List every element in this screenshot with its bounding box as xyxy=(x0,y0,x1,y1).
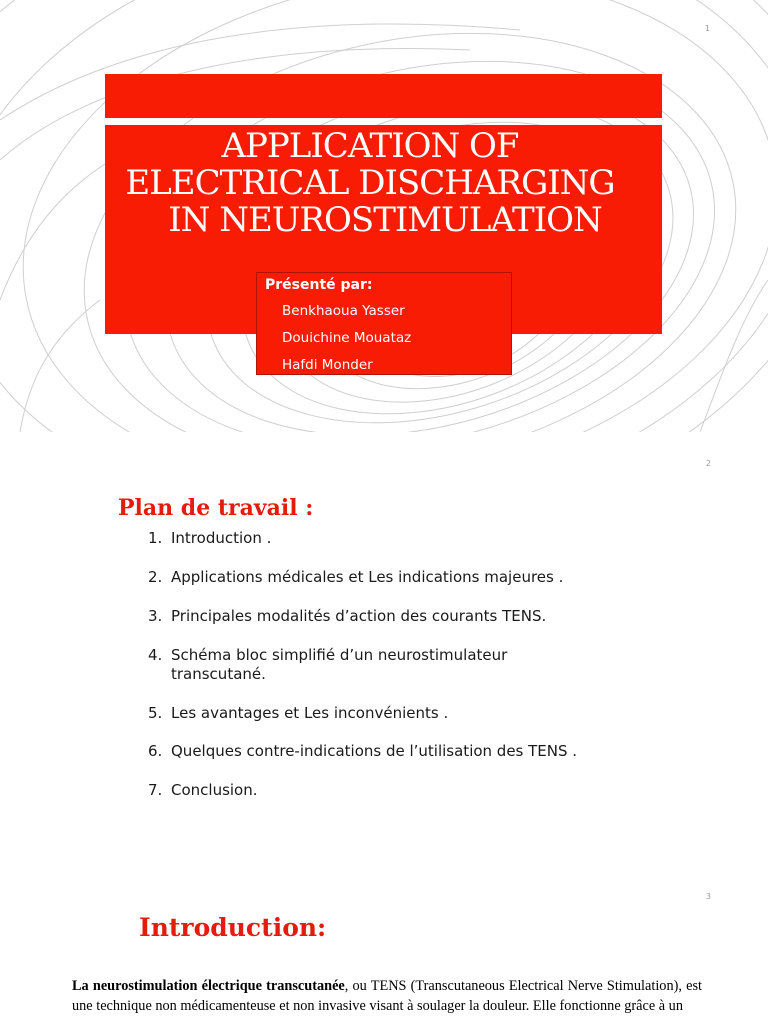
slide-number: 2 xyxy=(705,459,711,468)
presenter-name: Hafdi Monder xyxy=(282,357,373,373)
title-line: IN NEUROSTIMULATION xyxy=(168,200,602,240)
list-item-text: Principales modalités d’action des courants TENS. xyxy=(171,607,547,625)
list-item xyxy=(148,781,648,800)
presenter-name: Douichine Mouataz xyxy=(282,330,412,346)
slide-number: 3 xyxy=(705,892,711,901)
list-item-text: Quelques contre-indications de l’utilisation des TENS . xyxy=(171,742,578,760)
list-item xyxy=(148,704,648,723)
list-item xyxy=(148,646,548,684)
list-item-number: 5. xyxy=(148,704,163,722)
list-item-number: 6. xyxy=(148,742,163,760)
plan-title: Plan de travail : xyxy=(118,495,314,521)
title-line: ELECTRICAL DISCHARGING xyxy=(125,163,615,203)
list-item-text: Introduction . xyxy=(171,529,272,547)
list-item-text: Les avantages et Les inconvénients . xyxy=(171,704,449,722)
slide-2 xyxy=(0,433,768,865)
list-item-number: 7. xyxy=(148,781,163,799)
list-item-number: 3. xyxy=(148,607,163,625)
list-item-text: Conclusion. xyxy=(171,781,258,799)
list-item xyxy=(148,568,648,587)
list-item xyxy=(148,529,648,548)
presenters-box xyxy=(256,272,512,375)
slide-3 xyxy=(0,866,768,1024)
slide-1 xyxy=(0,0,768,432)
slide-number: 1 xyxy=(704,24,710,33)
introduction-title: Introduction: xyxy=(139,913,327,942)
slide-title xyxy=(105,128,635,239)
presenter-name: Benkhaoua Yasser xyxy=(282,303,405,319)
list-item-number: 2. xyxy=(148,568,163,586)
list-item xyxy=(148,607,648,626)
list-item-text: Schéma bloc simplifié d’un neurostimulateur transcutané. xyxy=(171,646,508,683)
introduction-bold-term: La neurostimulation électrique transcutanée xyxy=(72,978,345,994)
presented-by-label: Présenté par: xyxy=(265,277,373,293)
list-item-text: Applications médicales et Les indications majeures . xyxy=(171,568,564,586)
introduction-body: , ou TENS (Transcutaneous Electrical Nerve Stimulation), est une technique non médicamenteuse et non invasive visant à soulager la douleur. Elle fonctionne grâce à un xyxy=(72,978,702,1014)
list-item xyxy=(148,742,648,761)
list-item-number: 1. xyxy=(148,529,163,547)
title-accent-bar xyxy=(105,74,662,118)
introduction-paragraph xyxy=(72,976,702,1016)
list-item-number: 4. xyxy=(148,646,163,664)
title-line: APPLICATION OF xyxy=(221,126,519,166)
